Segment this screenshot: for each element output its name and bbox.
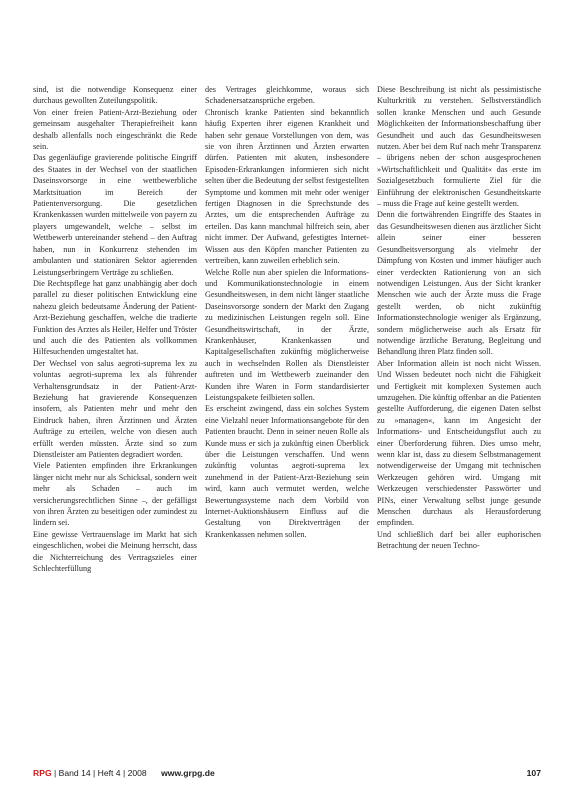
- text-columns: [33, 84, 541, 764]
- column-3: [377, 84, 541, 764]
- journal-issue: | Band 14 | Heft 4 | 2008: [54, 768, 147, 778]
- page-footer: [33, 766, 541, 780]
- paragraph: Welche Rolle nun aber spielen die Informations- und Kommunikationstechnologie in einem Gesundheitswesen, in dem nicht länger staatliche Daseinsvorsorge sondern der Markt den Zugang zu medizinischen Leistungen regeln soll. Eine Gesundheitswirtschaft, in der Ärzte, Krankenhäuser, Krankenkassen und Kapitalgesellschaften zukünftig möglicherweise auch in wechselnden Rollen als Dienstleister auftreten und im Wettbewerb zueinander den Kunden ihre Waren in Form standardisierter Leistungspakete feilbieten sollen.: [205, 267, 369, 402]
- paragraph: des Vertrages gleichkomme, woraus sich Schadenersatzansprüche ergeben.: [205, 85, 369, 106]
- paragraph: Das gegenläufige gravierende politische Eingriff des Staates in der Wechsel von der staatlichen Daseinsvorsorge in eine wettbewerbliche Marktsituation im Bereich der Patientenversorgung. Die gesetzlichen Krankenkassen wurden mittelweile von payern zu players umgewandelt, welche – selbst im Wettbewerb untereinander stehend – den Auftrag haben, nun in Konkurrenz stehenden im ambulanten und stationären Sektor agierenden Leistungserbringern Verträge zu schließen.: [33, 153, 197, 277]
- column-2: [205, 84, 369, 764]
- paragraph: Chronisch kranke Patienten sind bekanntlich häufig Experten ihrer eigenen Krankheit und haben sehr genaue Vorstellungen von dem, was sie von ihren Ärztinnen und Ärzten erwarten dürfen. Patienten mit akuten, insbesondere Episoden-Erkrankungen informieren sich nicht selten über die Bedeutung der selbst festgestellten Symptome und kommen mit mehr oder weniger fertigen Diagnosen in die Sprechstunde des Arztes, um die entsprechenden Aufträge zu erteilen. Das kann manchmal hilfreich sein, aber nicht immer. Der Aufwand, gefestigtes Internet-Wissen aus den Köpfen mancher Patienten zu vertreiben, kann zuweilen erheblich sein.: [205, 107, 369, 266]
- paragraph: sind, ist die notwendige Konsequenz einer durchaus gewollten Zuteilungspolitik.: [33, 85, 197, 106]
- page-number: 107: [526, 768, 541, 778]
- column-1: [33, 84, 197, 764]
- journal-url: www.grpg.de: [161, 768, 215, 778]
- paragraph: Und schließlich darf bei aller euphorischen Betrachtung der neuen Techno-: [377, 529, 541, 551]
- paragraph: Denn die fortwährenden Eingriffe des Staates in das Gesundheitswesen dienen aus ärztlicher Sicht allein seiner einer besseren Gesundheitsversorgung als vielmehr der Dämpfung von Kosten und immer häufiger auch einer verdeckten Rationierung von an sich notwendigen Leistungen. Aus der Sicht kranker Menschen wie auch der Ärzte muss die Frage gestellt werden, ob nicht zukünftig Informationstechnologie weniger als Ergänzung, sondern möglicherweise auch als Ersatz für notwendige ärztliche Beratung, Begleitung und Behandlung ihren Platz finden soll.: [377, 210, 541, 357]
- paragraph: Aber Information allein ist noch nicht Wissen. Und Wissen bedeutet noch nicht die Fähigkeit und Fertigkeit mit komplexen Systemen auch umzugehen. Die künftig offenbar an die Patienten gestellte Aufforderung, die eigenen Daten selbst zu »managen«, kann im Angesicht der Informations- und Entscheidungsflut auch zu einer Überforderung führen. Dies umso mehr, wenn klar ist, dass zu diesem Selbstmanagement notwendigerweise der Umgang mit technischen Werkzeugen gehören wird. Umgang mit Werkzeugen verschiedenster Passwörter und PINs, einer Verwaltung selbst junge gesunde Menschen durchaus als Herausforderung empfinden.: [377, 358, 541, 528]
- paragraph: Die Rechtspflege hat ganz unabhängig aber doch parallel zu dieser politischen Entwicklung eine nahezu gleich bedeutsame Änderung der Patient-Arzt-Beziehung geschaffen, welche die tradierte Funktion des Arztes als Heiler, Helfer und Tröster und auch die des Patienten als vollkommen Hilfesuchenden umgestaltet hat.: [33, 278, 197, 357]
- paragraph: Der Wechsel von salus aegroti-suprema lex zu voluntas aegroti-suprema lex als führender Verhaltensgrundsatz in der Patient-Arzt-Beziehung hat gravierende Konsequenzen insofern, als Patienten mehr und mehr den Eindruck haben, ihren Ärztinnen und Ärzten Aufträge zu erteilen, welche von diesen auch erfüllt werden müssten. Ärzte sind so zum Dienstleister am Patienten degradiert worden.: [33, 358, 197, 459]
- journal-info: [33, 766, 215, 780]
- paragraph: Diese Beschreibung ist nicht als pessimistische Kulturkritik zu verstehen. Selbstverständlich sollen kranke Menschen und auch Gesunde Möglichkeiten der Informationsbeschaffung über Gesundheit und auch das Gesundheitswesen nutzen. Aber bei dem Ruf nach mehr Transparenz – übrigens neben der schon ausgesprochenen »Wirtschaftlichkeit und Qualität« das erste im Sozialgesetzbuch formulierte Ziel für die Einführung der elektronischen Gesundheitskarte – muss die Frage auf keine gestellt werden.: [377, 85, 541, 209]
- paragraph: Viele Patienten empfinden ihre Erkrankungen länger nicht mehr nur als Schicksal, sondern weit mehr als Schaden – auch im versicherungsrechtlichen Sinne –, der gefälligst von ihren Ärzten zu beseitigen oder zumindest zu lindern sei.: [33, 461, 197, 528]
- paragraph: Von einer freien Patient-Arzt-Beziehung oder gemeinsam ausgehalter Therapiefreiheit kann deshalb allenfalls noch eingeschränkt die Rede sein.: [33, 107, 197, 152]
- journal-brand: RPG: [33, 768, 52, 778]
- paragraph: Es erscheint zwingend, dass ein solches System eine Vielzahl neuer Informationsangebote für den Patienten braucht. Denn in seiner neuen Rolle als Kunde muss er sich ja zukünftig einen Überblick über die Leistungen verschaffen. Und wenn zukünftig voluntas aegroti-suprema lex zunehmend in der Patient-Arzt-Beziehung sein wird, kann auch vermutet werden, welche Bewertungssysteme nach dem Vorbild von Internet-Auktionshäusern Einfluss auf die Gestaltung von Direktverträgen der Krankenkassen nehmen sollen.: [205, 404, 369, 539]
- paragraph: Eine gewisse Vertrauenslage im Markt hat sich eingeschlichen, wobei die Meinung herrscht, dass die Nichterreichung des Vertragszieles einer Schlechterfüllung: [33, 529, 197, 574]
